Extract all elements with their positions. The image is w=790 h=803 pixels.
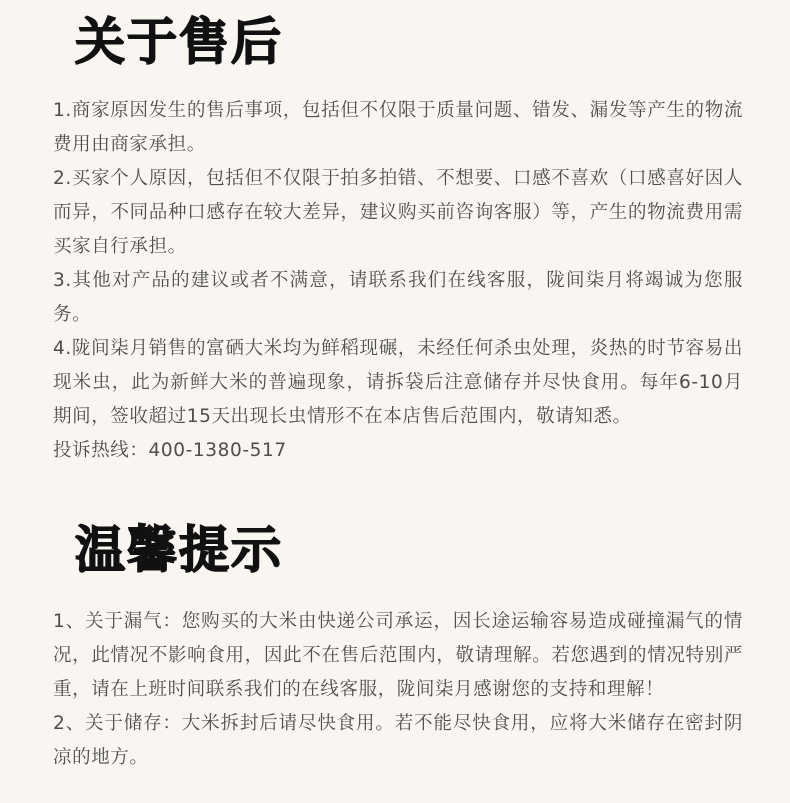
after-sales-title: 关于售后: [75, 13, 283, 71]
after-sales-item-2: 2.买家个人原因，包括但不仅限于拍多拍错、不想要、口感不喜欢（口感喜好因人而异，不同品种口感存在较大差异，建议购买前咨询客服）等，产生的物流费用需买家自行承担。: [53, 168, 743, 257]
after-sales-item-4: 4.陇间柒月销售的富硒大米均为鲜稻现碾，未经任何杀虫处理，炎热的时节容易出现米虫，此为新鲜大米的普遍现象，请拆袋后注意储存并尽快食用。每年6-10月期间，签收超过15天出现长虫情形不在本店售后范围内，敬请知悉。: [53, 338, 743, 427]
after-sales-item-3: 3.其他对产品的建议或者不满意，请联系我们在线客服，陇间柒月将竭诚为您服务。: [53, 270, 743, 325]
tips-item-2: 2、关于储存：大米拆封后请尽快食用。若不能尽快食用，应将大米储存在密封阴凉的地方。: [53, 713, 743, 768]
tips-item-1: 1、关于漏气：您购买的大米由快递公司承运，因长途运输容易造成碰撞漏气的情况，此情况不影响食用，因此不在售后范围内，敬请理解。若您遇到的情况特别严重，请在上班时间联系我们的在线客服，陇间柒月感谢您的支持和理解！: [53, 611, 743, 700]
tips-title: 温馨提示: [75, 521, 283, 579]
complaint-hotline: 投诉热线：400-1380-517: [53, 440, 287, 461]
tips-body: [53, 605, 743, 775]
after-sales-item-1: 1.商家原因发生的售后事项，包括但不仅限于质量问题、错发、漏发等产生的物流费用由商家承担。: [53, 100, 743, 155]
after-sales-body: [53, 94, 743, 468]
